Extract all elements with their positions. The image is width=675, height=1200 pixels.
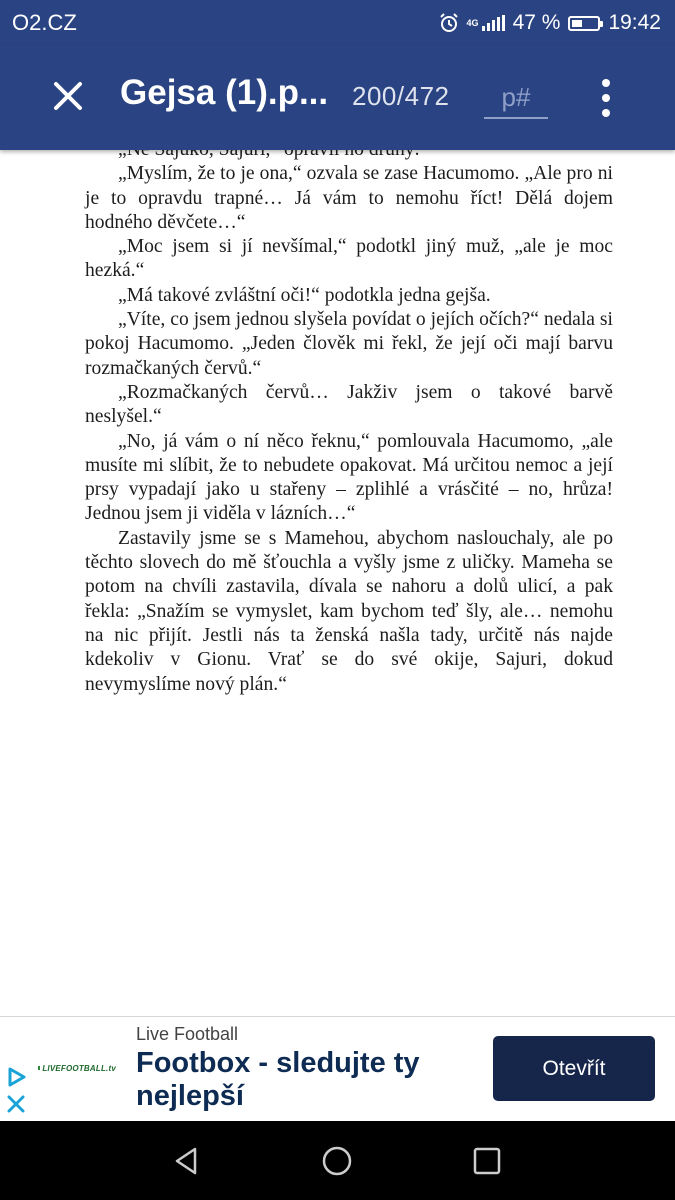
carrier-name: O2.CZ (12, 10, 77, 35)
clock: 19:42 (608, 11, 661, 34)
paragraph: Zastavily jsme se s Mamehou, abychom naslouchaly, ale po těchto slovech do mě šťouchla a vyšly jsme z uličky. Mameha se potom na chvíli zastavila, dívala se nahoru a dolů ulicí, a pak řekla: „Snažím se vymyslet, kam bychom teď šly, ale… nemohu na nic přijít. Jestli nás ta ženská našla tady, určitě nás najde kdekoliv v Gionu. Vrať se do své okije, Sajuri, dokud nevymyslíme nový plán.“ (85, 527, 613, 695)
paragraph: „No, já vám o ní něco řeknu,“ pomlouvala Hacumomo, „ale musíte mi slíbit, že to nebudete opakovat. Má určitou nemoc a její prsy vypadají jako u stařeny – zplihlé a vrásčité – no, hrůza! Jednou jsem ji viděla v lázních…“ (85, 430, 613, 525)
paragraph: „Myslím, že to je ona,“ ozvala se zase Hacumomo. „Ale pro ni je to opravdu trapné… Já vám to nemohu říct! Dělá dojem hodného děvčete…“ (85, 163, 613, 233)
page-text (85, 138, 613, 697)
navigation-bar (0, 1121, 675, 1200)
ad-open-button[interactable]: Otevřít (493, 1036, 655, 1101)
battery-icon (568, 16, 600, 31)
paragraph: „Má takové zvláštní oči!“ podotkla jedna gejša. (118, 284, 491, 306)
document-page[interactable] (0, 150, 675, 1016)
ad-close-icon[interactable] (7, 1095, 25, 1113)
recents-icon[interactable] (471, 1145, 503, 1177)
adchoices-play-icon[interactable] (7, 1066, 27, 1088)
paragraph: „Víte, co jsem jednou slyšela povídat o jejích očích?“ nedala si pokoj Hacumomo. „Jeden člověk mi řekl, že její oči mají barvu rozmačkaných červů.“ (85, 309, 613, 379)
paragraph: „Rozmačkaných červů… Jakživ jsem o takové barvě neslyšel.“ (85, 381, 613, 428)
app-toolbar (0, 45, 675, 150)
signal-icon (467, 15, 505, 31)
status-indicators (439, 10, 661, 36)
status-bar (0, 0, 675, 45)
close-icon[interactable] (50, 78, 86, 114)
page-counter: 200/472 (352, 81, 450, 111)
back-icon[interactable] (171, 1145, 203, 1177)
alarm-icon (439, 13, 459, 33)
document-title: Gejsa (1).p... (120, 73, 329, 112)
network-type: 4G (466, 17, 479, 28)
ad-logo (38, 1061, 116, 1075)
page-number-input[interactable] (484, 77, 548, 119)
battery-fill (572, 20, 581, 27)
more-vert-icon[interactable] (596, 79, 616, 117)
paragraph: „Moc jsem si jí nevšímal,“ podotkl jiný muž, „ale je moc hezká.“ (85, 236, 613, 282)
home-icon[interactable] (321, 1145, 353, 1177)
ad-headline[interactable]: Footbox - sledujte ty nejlepší (136, 1047, 420, 1112)
battery-percent: 47 % (512, 11, 561, 34)
ad-logo-text: LIVEFOOTBALL.tv (42, 1063, 116, 1073)
ad-source: Live Football (136, 1024, 239, 1044)
